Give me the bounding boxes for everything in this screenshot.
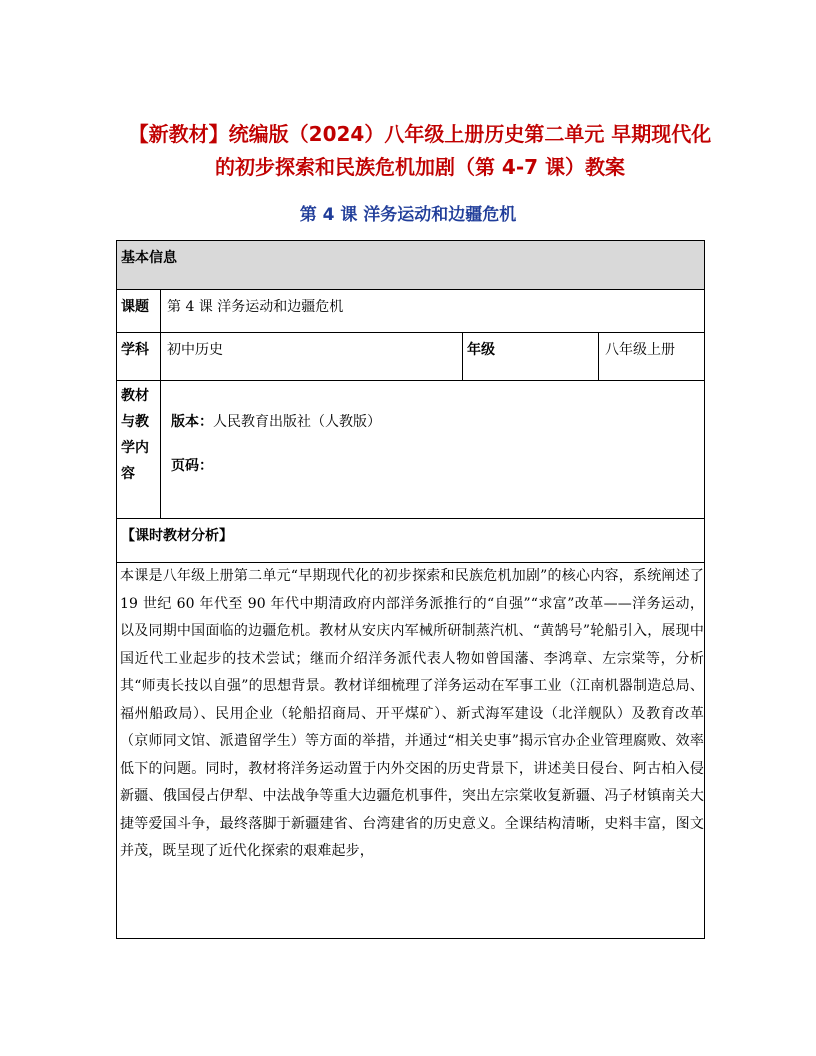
pages-row <box>171 455 696 477</box>
pages-label: 页码： <box>171 458 213 474</box>
content-label-line-3: 学内 <box>121 440 149 456</box>
analysis-paragraph: 本课是八年级上册第二单元“早期现代化的初步探索和民族危机加剧”的核心内容，系统阐述了 19 世纪 60 年代至 90 年代中期清政府内部洋务派推行的“自强”“求富”改革——洋务运动，以及同期中国面临的边疆危机。教材从安庆内军械所研制蒸汽机、“黄鹄号”轮船引入，展现中国近代工业起步的技术尝试；继而介绍洋务派代表人物如曾国藩、李鸿章、左宗棠等，分析其“师夷长技以自强”的思想背景。教材详细梳理了洋务运动在军事工业（江南机器制造总局、福州船政局）、民用企业（轮船招商局、开平煤矿）、新式海军建设（北洋舰队）及教育改革（京师同文馆、派遣留学生）等方面的举措，并通过“相关史事”揭示官办企业管理腐败、效率低下的问题。同时，教材将洋务运动置于内外交困的历史背景下，讲述美日侵台、阿古柏入侵新疆、俄国侵占伊犁、中法战争等重大边疆危机事件，突出左宗棠收复新疆、冯子材镇南关大捷等爱国斗争，最终落脚于新疆建省、台湾建省的历史意义。全课结构清晰，史料丰富，图文并茂，既呈现了近代化探索的艰难起步， <box>117 563 705 939</box>
edition-label: 版本： <box>171 414 213 430</box>
lesson-subtitle: 第 4 课 洋务运动和边疆危机 <box>299 205 517 225</box>
grade-label: 年级 <box>463 333 599 381</box>
edition-row <box>171 411 696 433</box>
subject-value: 初中历史 <box>161 333 463 381</box>
basic-info-heading: 基本信息 <box>117 241 705 290</box>
edition-value: 人民教育出版社（人教版） <box>213 414 381 430</box>
content-label-line-1: 教材 <box>121 388 149 404</box>
topic-label: 课题 <box>117 290 161 333</box>
document-title: 【新教材】统编版（2024）八年级上册历史第二单元 早期现代化的初步探索和民族危机加剧（第 4-7 课）教案 <box>128 122 712 179</box>
topic-value: 第 4 课 洋务运动和边疆危机 <box>161 290 705 333</box>
content-label-line-2: 与教 <box>121 414 149 430</box>
subject-label: 学科 <box>117 333 161 381</box>
lesson-info-table <box>116 240 705 939</box>
content-cell <box>161 381 705 519</box>
analysis-heading: 【课时教材分析】 <box>117 519 705 563</box>
content-label-line-4: 容 <box>121 466 135 482</box>
content-label <box>117 381 161 519</box>
grade-value: 八年级上册 <box>599 333 705 381</box>
